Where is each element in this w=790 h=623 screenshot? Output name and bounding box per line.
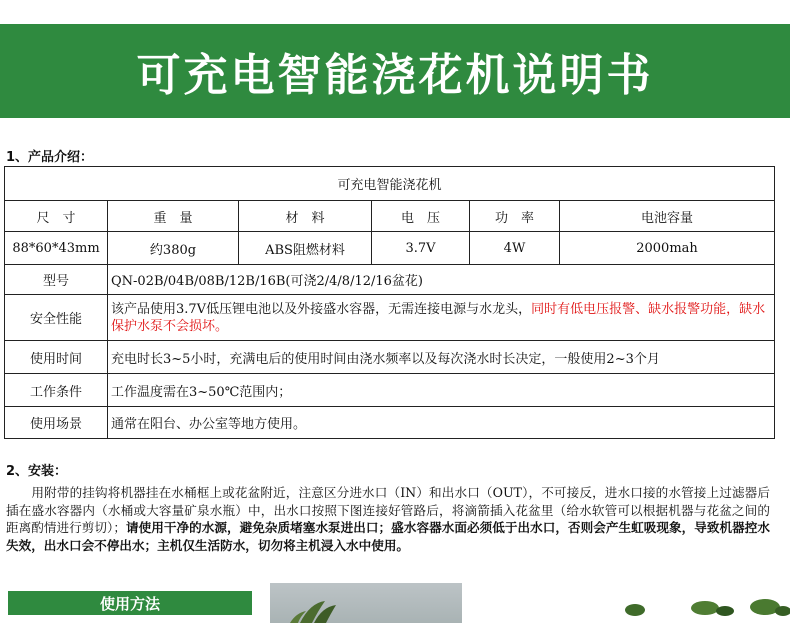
col-battery-header: 电池容量 — [560, 201, 775, 232]
row-text-conditions: 工作温度需在3~50℃范围内； — [108, 374, 775, 407]
table-values-row — [5, 232, 775, 265]
table-row-usage-time — [5, 341, 775, 374]
table-row-scenario — [5, 407, 775, 439]
plant-leaf-icon — [270, 583, 462, 623]
title-banner — [0, 24, 790, 118]
safety-text: 该产品使用3.7V低压锂电池以及外接盛水容器，无需连接电源与水龙头， — [111, 301, 532, 317]
row-label-safety: 安全性能 — [5, 295, 108, 341]
page-title: 可充电智能浇花机说明书 — [136, 50, 654, 101]
install-text: 用附带的挂钩将机器挂在水桶框上或花盆附近，注意区分进水口（IN）和出水口（OUT），不可接反，进水口接的水管接上过滤器后插在盛水容器内（水桶或大容量矿泉水瓶）中，出水口按照下图连接好管路后，将滴箭插入花盆里（给水软管可以根据机器与花盆之间的距离酌情进行剪切）； — [6, 485, 770, 535]
row-label-scenario: 使用场景 — [5, 407, 108, 439]
table-row-safety — [5, 295, 775, 341]
install-warning-text: 请使用干净的水源，避免杂质堵塞水泵进出口；盛水容器水面必须低于出水口，否则会产生虹吸现象，导致机器控水失效，出水口会不停出水；主机仅生活防水，切勿将主机浸入水中使用。 — [6, 520, 771, 553]
safety-warning-text: 同时有低电压报警、缺水报警功能，缺水保护水泵不会损坏。 — [111, 301, 766, 334]
section-heading-intro: 1、产品介绍： — [6, 150, 94, 165]
table-row-conditions — [5, 374, 775, 407]
size-value: 88*60*43mm — [5, 232, 108, 265]
material-value: ABS阻燃材料 — [239, 232, 372, 265]
leaves-icon — [615, 596, 790, 616]
row-text-safety — [108, 295, 775, 341]
col-size-header: 尺 寸 — [5, 201, 108, 232]
table-title: 可充电智能浇花机 — [5, 167, 775, 201]
table-header-row — [5, 201, 775, 232]
row-label-conditions: 工作条件 — [5, 374, 108, 407]
weight-value: 约380g — [108, 232, 239, 265]
plant-photo — [270, 583, 462, 623]
install-instructions — [6, 484, 770, 554]
table-title-row — [5, 167, 775, 201]
usage-method-label: 使用方法 — [8, 591, 252, 615]
battery-value: 2000mah — [560, 232, 775, 265]
table-row-model — [5, 265, 775, 295]
row-text-usage-time: 充电时长3~5小时，充满电后的使用时间由浇水频率以及每次浇水时长决定，一般使用2~3个月 — [108, 341, 775, 374]
power-value: 4W — [470, 232, 560, 265]
row-text-scenario: 通常在阳台、办公室等地方使用。 — [108, 407, 775, 439]
col-material-header: 材 料 — [239, 201, 372, 232]
spec-table — [4, 166, 775, 439]
col-power-header: 功 率 — [470, 201, 560, 232]
col-weight-header: 重 量 — [108, 201, 239, 232]
row-text-model: QN-02B/04B/08B/12B/16B(可浇2/4/8/12/16盆花) — [108, 265, 775, 295]
row-label-usage-time: 使用时间 — [5, 341, 108, 374]
col-voltage-header: 电 压 — [372, 201, 470, 232]
plant-leaves-image — [615, 596, 790, 616]
row-label-model: 型号 — [5, 265, 108, 295]
voltage-value: 3.7V — [372, 232, 470, 265]
section-heading-install: 2、安装： — [6, 464, 68, 479]
